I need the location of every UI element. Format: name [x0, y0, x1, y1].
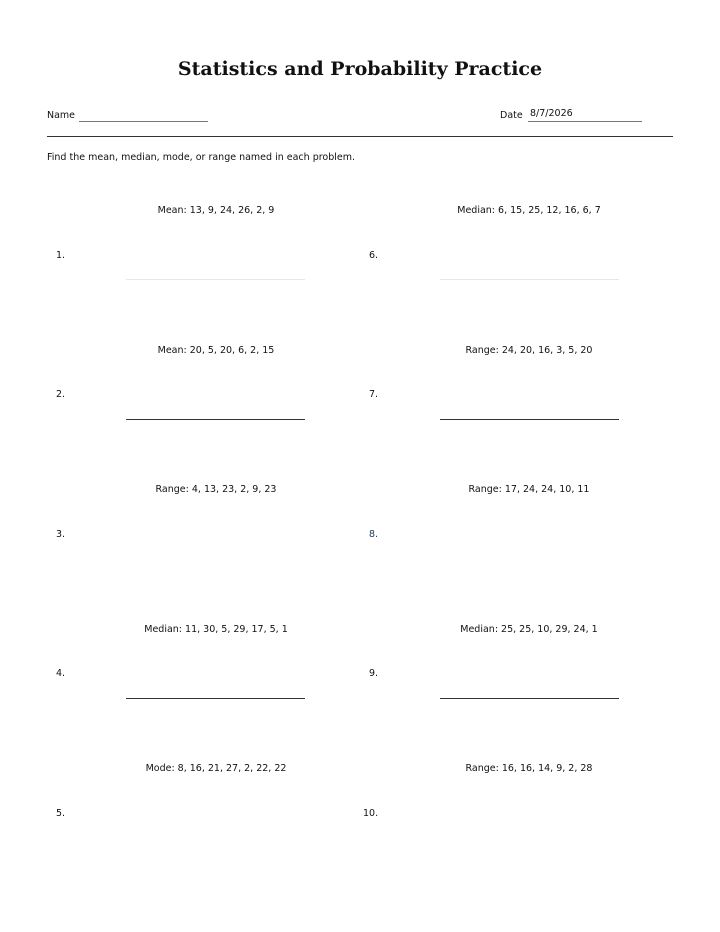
- problem-8-number: 8.: [369, 529, 379, 540]
- name-label: Name: [47, 110, 76, 121]
- problem-1-answer-line[interactable]: [126, 279, 305, 280]
- problem-6-text: Median: 6, 15, 25, 12, 16, 6, 7: [457, 205, 601, 216]
- worksheet-title: Statistics and Probability Practice: [177, 58, 543, 80]
- problem-5-number: 5.: [56, 808, 66, 819]
- date-value: 8/7/2026: [530, 108, 573, 119]
- problem-6-number: 6.: [369, 250, 379, 261]
- instructions: Find the mean, median, mode, or range named in each problem.: [47, 152, 356, 163]
- problem-5-text: Mode: 8, 16, 21, 27, 2, 22, 22: [145, 763, 287, 774]
- problem-7-number: 7.: [369, 389, 379, 400]
- problem-2-answer-line[interactable]: [126, 419, 305, 420]
- problem-3-text: Range: 4, 13, 23, 2, 9, 23: [155, 484, 277, 495]
- problem-9-answer-line[interactable]: [440, 698, 619, 699]
- header-divider: [47, 136, 673, 137]
- problem-10-text: Range: 16, 16, 14, 9, 2, 28: [465, 763, 593, 774]
- problem-2-number: 2.: [56, 389, 66, 400]
- problem-10-number: 10.: [363, 808, 379, 819]
- name-field[interactable]: [79, 121, 208, 122]
- problem-7-text: Range: 24, 20, 16, 3, 5, 20: [465, 345, 593, 356]
- problem-1-text: Mean: 13, 9, 24, 26, 2, 9: [157, 205, 275, 216]
- problem-9-text: Median: 25, 25, 10, 29, 24, 1: [460, 624, 598, 635]
- problem-8-text: Range: 17, 24, 24, 10, 11: [468, 484, 590, 495]
- problem-4-answer-line[interactable]: [126, 698, 305, 699]
- problem-4-number: 4.: [56, 668, 66, 679]
- problem-2-text: Mean: 20, 5, 20, 6, 2, 15: [157, 345, 275, 356]
- date-field[interactable]: [528, 121, 642, 122]
- date-label: Date: [500, 110, 523, 121]
- problem-9-number: 9.: [369, 668, 379, 679]
- problem-3-number: 3.: [56, 529, 66, 540]
- problem-4-text: Median: 11, 30, 5, 29, 17, 5, 1: [144, 624, 288, 635]
- problem-7-answer-line[interactable]: [440, 419, 619, 420]
- problem-6-answer-line[interactable]: [440, 279, 619, 280]
- problem-1-number: 1.: [56, 250, 66, 261]
